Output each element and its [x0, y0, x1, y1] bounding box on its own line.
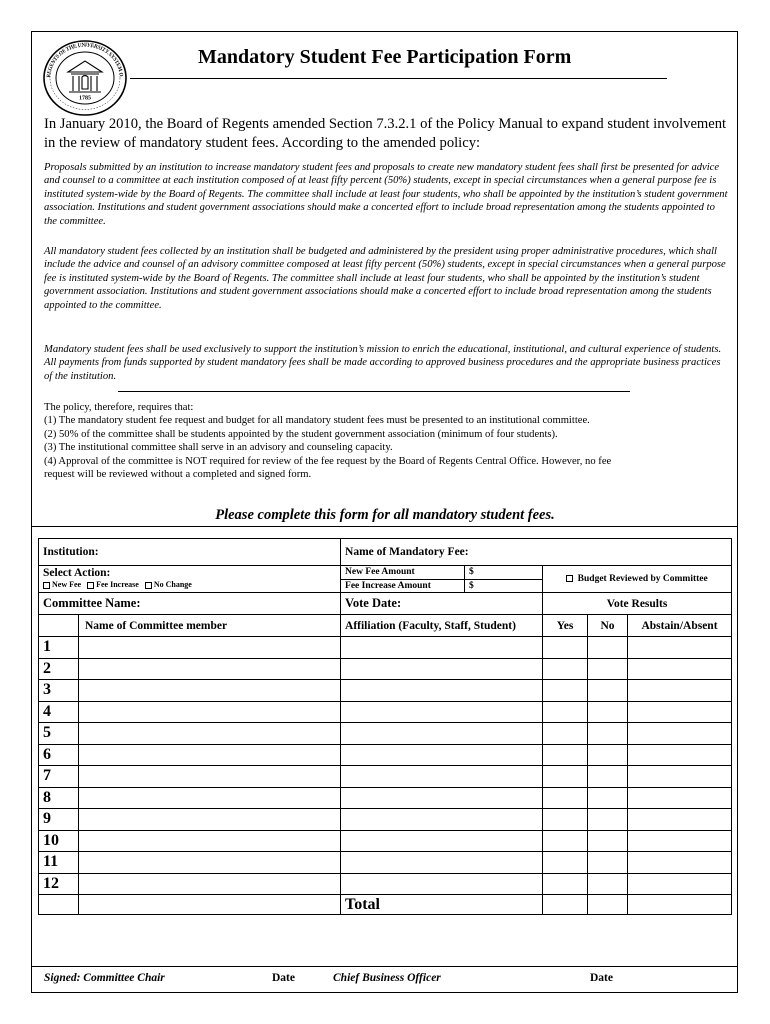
no-header: No	[588, 615, 628, 637]
affiliation-cell[interactable]	[341, 637, 543, 659]
table-row	[39, 787, 732, 809]
no-vote-cell[interactable]	[588, 809, 628, 831]
vote-date-label: Vote Date:	[345, 596, 402, 610]
vote-results-header: Vote Results	[543, 593, 732, 615]
table-row	[39, 873, 732, 895]
table-row	[39, 830, 732, 852]
policy-paragraph-3: Mandatory student fees shall be used exclusively to support the institution’s mission to enrich the educational, institutional, and cultural experience of students. All payments from funds supported by student mandatory fees shall be made according to approved business procedures and the appropriate business practices of the institution.	[44, 344, 722, 382]
affiliation-cell[interactable]	[341, 766, 543, 788]
yes-vote-cell[interactable]	[543, 852, 588, 874]
abstain-vote-cell[interactable]	[628, 701, 732, 723]
section-divider	[118, 391, 630, 392]
abstain-vote-cell[interactable]	[628, 680, 732, 702]
new-fee-amount-label: New Fee Amount	[341, 566, 465, 579]
yes-vote-cell[interactable]	[543, 766, 588, 788]
yes-vote-cell[interactable]	[543, 787, 588, 809]
yes-vote-cell[interactable]	[543, 744, 588, 766]
yes-vote-cell[interactable]	[543, 658, 588, 680]
row-number: 6	[39, 744, 79, 766]
requirement-item: (3) The institutional committee shall serve in an advisory and counseling capacity.	[44, 442, 393, 454]
no-vote-cell[interactable]	[588, 787, 628, 809]
affiliation-cell[interactable]	[341, 873, 543, 895]
affiliation-cell[interactable]	[341, 723, 543, 745]
fee-increase-amount-input[interactable]: $	[469, 580, 474, 591]
abstain-vote-cell[interactable]	[628, 723, 732, 745]
member-name-cell[interactable]	[79, 680, 341, 702]
total-label: Total	[341, 895, 543, 915]
chair-date[interactable]: Date	[272, 972, 295, 984]
no-change-checkbox[interactable]: No Change	[145, 580, 192, 589]
affiliation-header: Affiliation (Faculty, Staff, Student)	[341, 615, 543, 637]
no-vote-cell[interactable]	[588, 658, 628, 680]
title-divider	[130, 78, 667, 79]
fee-participation-table	[38, 538, 732, 915]
row-number-header	[39, 615, 79, 637]
intro-text: In January 2010, the Board of Regents amended Section 7.3.2.1 of the Policy Manual to expand student involvement in the review of mandatory student fees. According to the amended policy:	[44, 116, 727, 151]
page-title: Mandatory Student Fee Participation Form	[198, 46, 572, 68]
policy-paragraph-2: All mandatory student fees collected by an institution shall be budgeted and administered by the president using proper administrative procedures, which shall include the advice and counsel of an advisory committee composed at least fifty percent (50%) students, except in special circumstances when a general purpose fee is instituted system-wide by the Board of Regents. The committee shall include at least four students, who shall be appointed by the institution’s student government association. Institutions and student government associations should make a concerted effort to include broad representation among the students appointed to the committee.	[44, 246, 726, 311]
no-vote-cell[interactable]	[588, 680, 628, 702]
affiliation-cell[interactable]	[341, 809, 543, 831]
abstain-vote-cell[interactable]	[628, 809, 732, 831]
budget-reviewed-checkbox[interactable]: Budget Reviewed by Committee	[543, 566, 732, 593]
row-number: 2	[39, 658, 79, 680]
no-vote-cell[interactable]	[588, 744, 628, 766]
abstain-vote-cell[interactable]	[628, 873, 732, 895]
abstain-vote-cell[interactable]	[628, 766, 732, 788]
yes-header: Yes	[543, 615, 588, 637]
row-number: 3	[39, 680, 79, 702]
yes-vote-cell[interactable]	[543, 873, 588, 895]
affiliation-cell[interactable]	[341, 787, 543, 809]
table-row	[39, 658, 732, 680]
table-row	[39, 744, 732, 766]
member-name-cell[interactable]	[79, 809, 341, 831]
affiliation-cell[interactable]	[341, 744, 543, 766]
requirements-list	[44, 401, 734, 481]
table-row	[39, 637, 732, 659]
abstain-header: Abstain/Absent	[628, 615, 732, 637]
vote-date-field[interactable]	[341, 593, 543, 615]
table-row	[39, 766, 732, 788]
requirement-item: (1) The mandatory student fee request and budget for all mandatory student fees must be presented to an institutional committee.	[44, 415, 590, 427]
select-action-label: Select Action:	[43, 567, 111, 579]
policy-paragraph-1: Proposals submitted by an institution to increase mandatory student fees and proposals to create new mandatory student fees shall first be presented for advice and counsel to a committee at each institution composed of at least fifty percent (50%) students, except in special circumstances when a general purpose fee is instituted system-wide by the Board of Regents. The committee shall include at least four students, who shall be appointed by the institution’s student government association. Institutions and student government associations should make a concerted effort to include broad representation among the students appointed to the committee.	[44, 162, 728, 227]
abstain-vote-cell[interactable]	[628, 787, 732, 809]
row-number: 9	[39, 809, 79, 831]
committee-name-field[interactable]	[39, 593, 341, 615]
member-name-cell[interactable]	[79, 744, 341, 766]
member-name-cell[interactable]	[79, 852, 341, 874]
seal-year: 1785	[79, 95, 91, 102]
abstain-vote-cell[interactable]	[628, 830, 732, 852]
institution-field[interactable]	[39, 539, 341, 566]
yes-vote-cell[interactable]	[543, 830, 588, 852]
cbo-date[interactable]: Date	[590, 972, 613, 984]
member-name-cell[interactable]	[79, 873, 341, 895]
total-yes-cell[interactable]	[543, 895, 588, 915]
row-number: 12	[39, 873, 79, 895]
no-vote-cell[interactable]	[588, 830, 628, 852]
total-abstain-cell[interactable]	[628, 895, 732, 915]
row-number: 4	[39, 701, 79, 723]
table-row	[39, 852, 732, 874]
abstain-vote-cell[interactable]	[628, 852, 732, 874]
affiliation-cell[interactable]	[341, 830, 543, 852]
requirement-item: request will be reviewed without a completed and signed form.	[44, 469, 312, 481]
member-name-cell[interactable]	[79, 637, 341, 659]
new-fee-amount-input[interactable]: $	[465, 566, 543, 579]
member-name-cell[interactable]	[79, 701, 341, 723]
row-number: 7	[39, 766, 79, 788]
yes-vote-cell[interactable]	[543, 680, 588, 702]
table-row	[39, 701, 732, 723]
form-divider	[31, 526, 738, 527]
table-row	[39, 680, 732, 702]
chief-business-officer-signature[interactable]: Chief Business Officer	[333, 972, 441, 984]
board-of-regents-seal	[42, 39, 128, 117]
member-name-cell[interactable]	[79, 658, 341, 680]
row-number: 1	[39, 637, 79, 659]
signature-line	[31, 966, 738, 967]
fee-increase-checkbox[interactable]: Fee Increase	[87, 580, 139, 589]
yes-vote-cell[interactable]	[543, 701, 588, 723]
abstain-vote-cell[interactable]	[628, 744, 732, 766]
new-fee-checkbox[interactable]: New Fee	[43, 580, 81, 589]
table-row	[39, 723, 732, 745]
seal-inscription: REGENTS OF THE UNIVERSITY SYSTEM O	[46, 42, 124, 78]
member-name-header: Name of Committee member	[79, 615, 341, 637]
requirement-item: (4) Approval of the committee is NOT required for review of the fee request by the Board of Regents Central Office. However, no fee	[44, 455, 612, 467]
affiliation-cell[interactable]	[341, 852, 543, 874]
fee-name-label: Name of Mandatory Fee:	[345, 546, 469, 558]
requirement-item: (2) 50% of the committee shall be students appointed by the student government association (minimum of four students).	[44, 428, 558, 440]
fee-increase-amount-label: Fee Increase Amount	[341, 579, 465, 592]
abstain-vote-cell[interactable]	[628, 637, 732, 659]
committee-chair-signature[interactable]: Signed: Committee Chair	[44, 972, 165, 984]
requirements-lead: The policy, therefore, requires that:	[44, 402, 194, 413]
yes-vote-cell[interactable]	[543, 637, 588, 659]
row-number: 10	[39, 830, 79, 852]
row-number: 8	[39, 787, 79, 809]
no-vote-cell[interactable]	[588, 701, 628, 723]
affiliation-cell[interactable]	[341, 658, 543, 680]
yes-vote-cell[interactable]	[543, 809, 588, 831]
member-name-cell[interactable]	[79, 830, 341, 852]
member-name-cell[interactable]	[79, 787, 341, 809]
abstain-vote-cell[interactable]	[628, 658, 732, 680]
row-number: 5	[39, 723, 79, 745]
no-vote-cell[interactable]	[588, 723, 628, 745]
no-vote-cell[interactable]	[588, 873, 628, 895]
committee-name-label: Committee Name:	[43, 596, 141, 610]
affiliation-cell[interactable]	[341, 680, 543, 702]
action-options	[43, 579, 336, 590]
member-name-cell[interactable]	[79, 723, 341, 745]
affiliation-cell[interactable]	[341, 701, 543, 723]
total-no-cell[interactable]	[588, 895, 628, 915]
fee-name-field[interactable]	[341, 539, 732, 566]
member-name-cell[interactable]	[79, 766, 341, 788]
no-vote-cell[interactable]	[588, 766, 628, 788]
table-row	[39, 809, 732, 831]
form-instruction: Please complete this form for all mandatory student fees.	[215, 507, 555, 523]
row-number: 11	[39, 852, 79, 874]
institution-label: Institution:	[43, 546, 99, 558]
yes-vote-cell[interactable]	[543, 723, 588, 745]
no-vote-cell[interactable]	[588, 852, 628, 874]
no-vote-cell[interactable]	[588, 637, 628, 659]
